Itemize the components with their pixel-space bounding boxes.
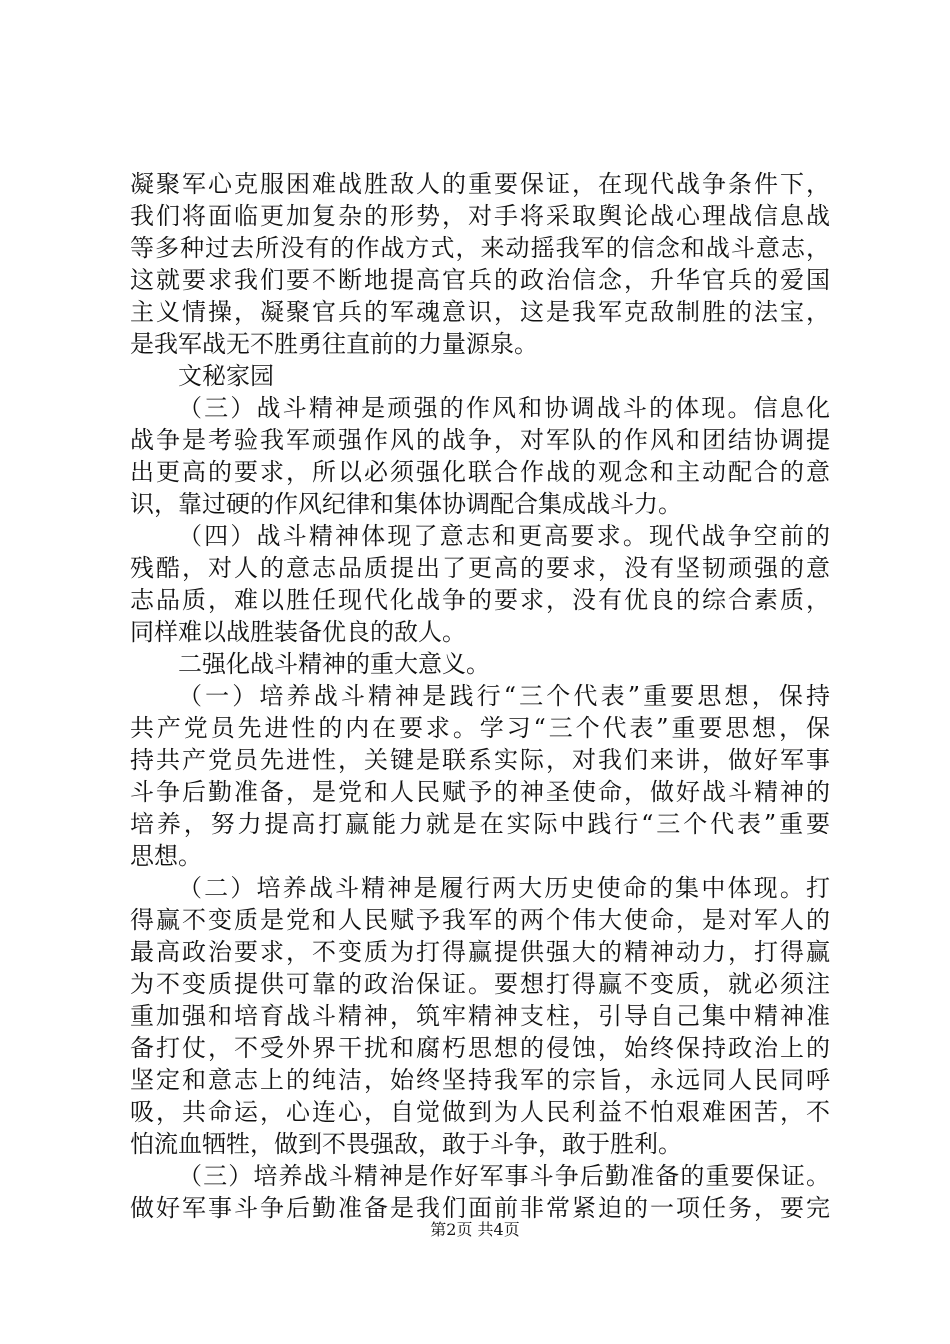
text-line: （四）战斗精神体现了意志和更高要求。现代战争空前的 [178, 522, 830, 550]
text-line: 做好军事斗争后勤准备是我们面前非常紧迫的一项任务，要完 [130, 1194, 830, 1222]
page-footer: 第2页 共4页 [430, 1220, 520, 1239]
text-line: 怕流血牺牲，做到不畏强敌，敢于斗争，敢于胜利。 [130, 1130, 682, 1158]
text-line: 持共产党员先进性，关键是联系实际，对我们来讲，做好军事 [130, 746, 830, 774]
text-line: 识，靠过硬的作风纪律和集体协调配合集成战斗力。 [130, 490, 682, 518]
text-line: 得赢不变质是党和人民赋予我军的两个伟大使命，是对军人的 [130, 906, 830, 934]
text-line: 主义情操，凝聚官兵的军魂意识，这是我军克敌制胜的法宝， [130, 298, 830, 326]
text-line: （三）培养战斗精神是作好军事斗争后勤准备的重要保证。 [178, 1162, 830, 1190]
text-line: 坚定和意志上的纯洁，始终坚持我军的宗旨，永远同人民同呼 [130, 1066, 830, 1094]
text-line: 出更高的要求，所以必须强化联合作战的观念和主动配合的意 [130, 458, 830, 486]
text-line: 二强化战斗精神的重大意义。 [178, 650, 490, 678]
text-line: 备打仗，不受外界干扰和腐朽思想的侵蚀，始终保持政治上的 [130, 1034, 830, 1062]
text-line: 最高政治要求，不变质为打得赢提供强大的精神动力，打得赢 [130, 938, 830, 966]
text-line: 文秘家园 [178, 362, 274, 390]
text-line: 这就要求我们要不断地提高官兵的政治信念，升华官兵的爱国 [130, 266, 830, 294]
text-line: 培养，努力提高打赢能力就是在实际中践行“三个代表”重要 [130, 810, 830, 838]
text-line: 思想。 [130, 842, 202, 870]
document-body [130, 168, 830, 1224]
text-line: 为不变质提供可靠的政治保证。要想打得赢不变质，就必须注 [130, 970, 830, 998]
text-line: 斗争后勤准备，是党和人民赋予的神圣使命，做好战斗精神的 [130, 778, 830, 806]
text-line: 残酷，对人的意志品质提出了更高的要求，没有坚韧顽强的意 [130, 554, 830, 582]
text-line: 志品质，难以胜任现代化战争的要求，没有优良的综合素质， [130, 586, 830, 614]
text-line: （一）培养战斗精神是践行“三个代表”重要思想，保持 [178, 682, 830, 710]
text-line: 等多种过去所没有的作战方式，来动摇我军的信念和战斗意志， [130, 234, 830, 262]
text-line: （二）培养战斗精神是履行两大历史使命的集中体现。打 [178, 874, 830, 902]
text-line: 我们将面临更加复杂的形势，对手将采取舆论战心理战信息战 [130, 202, 830, 230]
text-line: 共产党员先进性的内在要求。学习“三个代表”重要思想，保 [130, 714, 830, 742]
text-line: 同样难以战胜装备优良的敌人。 [130, 618, 466, 646]
text-line: 凝聚军心克服困难战胜敌人的重要保证，在现代战争条件下， [130, 170, 830, 198]
text-line: （三）战斗精神是顽强的作风和协调战斗的体现。信息化 [178, 394, 830, 422]
text-line: 战争是考验我军顽强作风的战争，对军队的作风和团结协调提 [130, 426, 830, 454]
text-line: 吸，共命运，心连心，自觉做到为人民利益不怕艰难困苦，不 [130, 1098, 830, 1126]
text-line: 是我军战无不胜勇往直前的力量源泉。 [130, 330, 538, 358]
text-line: 重加强和培育战斗精神，筑牢精神支柱，引导自己集中精神准 [130, 1002, 830, 1030]
